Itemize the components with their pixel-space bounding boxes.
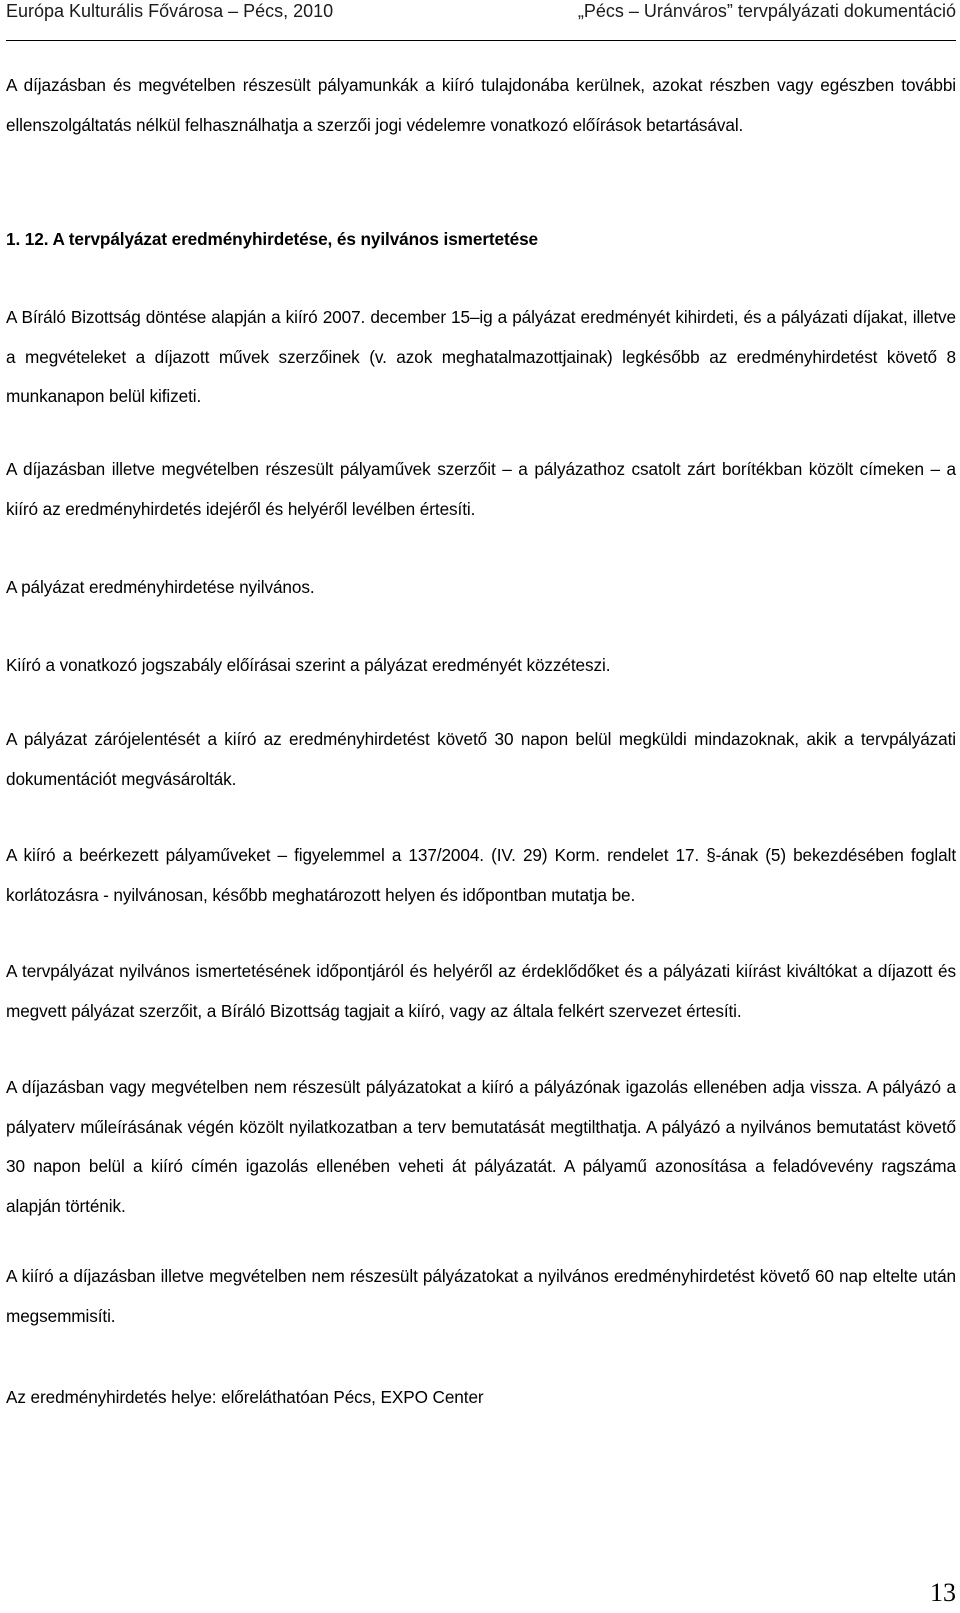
paragraph-exhibition: A kiíró a beérkezett pályaműveket – figyelemmel a 137/2004. (IV. 29) Korm. rendelet 17. §-ának (5) bekezdésében foglalt korlátozásra - nyilvánosan, később meghatározott helyen és időpontban mutatja be. [6,845,956,905]
header-right-title: „Pécs – Uránváros” tervpályázati dokumentáció [577,1,956,21]
paragraph-publication: Kiíró a vonatkozó jogszabály előírásai szerint a pályázat eredményét közzéteszi. [6,655,611,675]
paragraph-notification: A díjazásban illetve megvételben részesült pályaművek szerzőit – a pályázathoz csatolt zárt borítékban közölt címeken – a kiíró az eredményhirdetés idejéről és helyéről levélben értesíti. [6,459,956,519]
paragraph-return: A díjazásban vagy megvételben nem részesült pályázatokat a kiíró a pályázónak igazolás ellenében adja vissza. A pályázó a pályaterv műleírásának végén közölt nyilatkozatban a terv bemutatását megtilthatja. A pályázó a nyilvános bemutatást követő 30 napon belül a kiíró címén igazolás ellenében veheti át pályázatát. A pályamű azonosítása a feladóvevény ragszáma alapján történik. [6,1077,956,1216]
page-number: 13 [930,1578,956,1607]
section-heading: 1. 12. A tervpályázat eredményhirdetése, és nyilvános ismertetése [6,229,538,249]
paragraph-presentation: A tervpályázat nyilvános ismertetésének időpontjáról és helyéről az érdeklődőket és a pályázati kiírást kiváltókat a díjazott és megvett pályázat szerzőit, a Bíráló Bizottság tagjait a kiíró, vagy az általa felkért szervezet értesíti. [6,961,956,1021]
paragraph-decision: A Bíráló Bizottság döntése alapján a kiíró 2007. december 15–ig a pályázat eredményét kihirdeti, és a pályázati díjakat, illetve a megvételeket a díjazott művek szerzőinek (v. azok meghatalmazottjainak) legkésőbb az eredményhirdetést követő 8 munkanapon belül kifizeti. [6,307,956,407]
paragraph-public: A pályázat eredményhirdetése nyilvános. [6,577,315,597]
paragraph-destruction: A kiíró a díjazásban illetve megvételben nem részesült pályázatokat a nyilvános eredményhirdetést követő 60 nap eltelte után megsemmisíti. [6,1266,956,1326]
paragraph-rights: A díjazásban és megvételben részesült pályamunkák a kiíró tulajdonába kerülnek, azokat részben vagy egészben további ellenszolgáltatás nélkül felhasználhatja a szerzői jogi védelemre vonatkozó előírások betartásával. [6,75,956,135]
paragraph-venue: Az eredményhirdetés helye: előreláthatóan Pécs, EXPO Center [6,1387,484,1407]
paragraph-final-report: A pályázat zárójelentését a kiíró az eredményhirdetést követő 30 napon belül megküldi mindazoknak, akik a tervpályázati dokumentációt megvásárolták. [6,729,956,789]
header-left-title: Európa Kulturális Fővárosa – Pécs, 2010 [6,1,334,21]
page-header [6,0,956,41]
